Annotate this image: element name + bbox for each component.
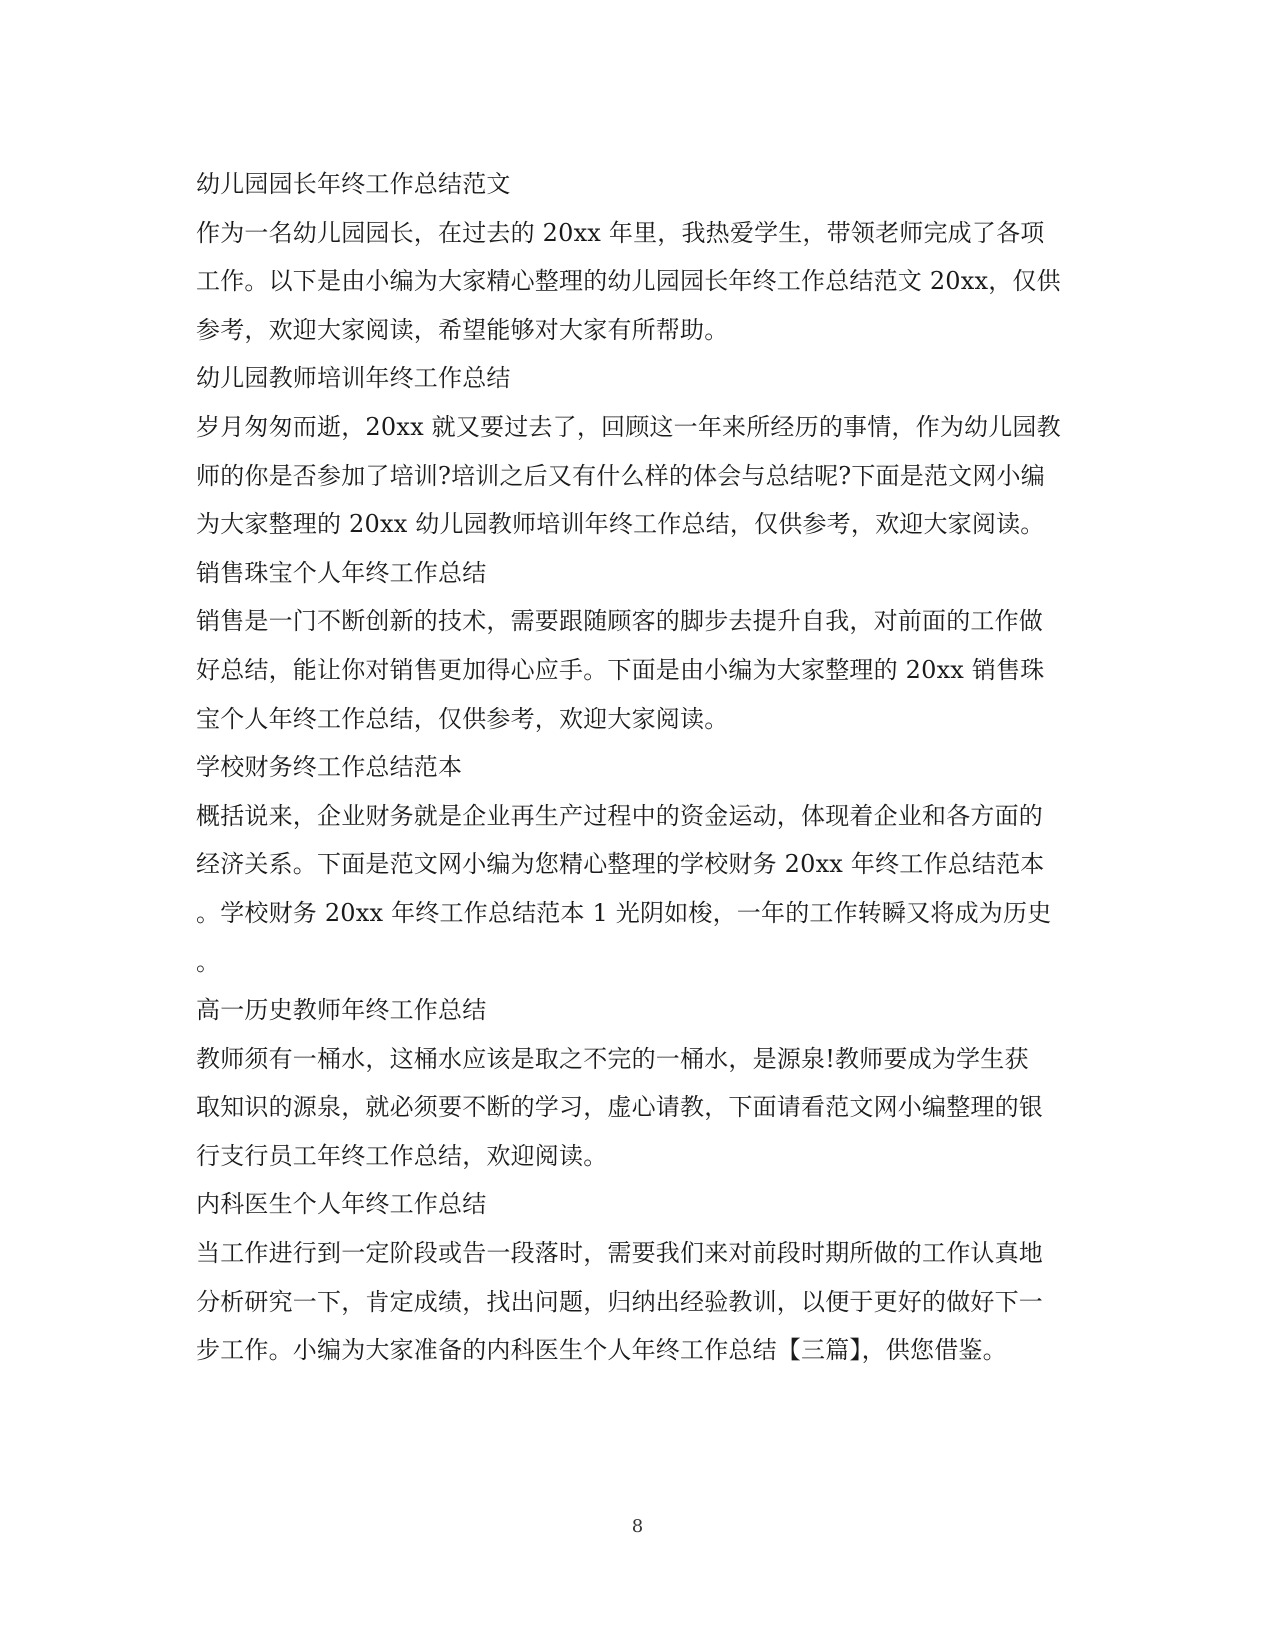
paragraph-line: 概括说来，企业财务就是企业再生产过程中的资金运动，体现着企业和各方面的 xyxy=(196,801,1043,830)
section-heading: 幼儿园教师培训年终工作总结 xyxy=(196,364,511,393)
paragraph-line: 行支行员工年终工作总结，欢迎阅读。 xyxy=(196,1141,608,1170)
paragraph-line: 分析研究一下，肯定成绩，找出问题，归纳出经验教训，以便于更好的做好下一 xyxy=(196,1287,1043,1316)
paragraph-line: 师的你是否参加了培训?培训之后又有什么样的体会与总结呢?下面是范文网小编 xyxy=(196,461,1045,490)
section-heading: 高一历史教师年终工作总结 xyxy=(196,996,487,1025)
paragraph-line: 教师须有一桶水，这桶水应该是取之不完的一桶水，是源泉!教师要成为学生获 xyxy=(196,1044,1029,1073)
paragraph-line: 工作。以下是由小编为大家精心整理的幼儿园园长年终工作总结范文 20xx，仅供 xyxy=(196,267,1061,296)
section-heading: 幼儿园园长年终工作总结范文 xyxy=(196,170,511,198)
document-body xyxy=(196,160,1076,1375)
section-heading: 销售珠宝个人年终工作总结 xyxy=(196,558,487,587)
paragraph-line: 。学校财务 20xx 年终工作总结范本 1 光阴如梭，一年的工作转瞬又将成为历史 xyxy=(196,898,1052,927)
section-heading: 学校财务终工作总结范本 xyxy=(196,753,463,782)
paragraph-line: 步工作。小编为大家准备的内科医生个人年终工作总结【三篇】，供您借鉴。 xyxy=(196,1336,1007,1365)
section-heading: 内科医生个人年终工作总结 xyxy=(196,1190,487,1219)
paragraph-line: 岁月匆匆而逝，20xx 就又要过去了，回顾这一年来所经历的事情，作为幼儿园教 xyxy=(196,412,1061,441)
paragraph-line: 作为一名幼儿园园长，在过去的 20xx 年里，我热爱学生，带领老师完成了各项 xyxy=(196,218,1045,247)
paragraph-line: 取知识的源泉，就必须要不断的学习，虚心请教，下面请看范文网小编整理的银 xyxy=(196,1093,1043,1122)
paragraph-line: 参考，欢迎大家阅读，希望能够对大家有所帮助。 xyxy=(196,315,729,344)
paragraph-line: 销售是一门不断创新的技术，需要跟随顾客的脚步去提升自我，对前面的工作做 xyxy=(196,607,1043,636)
paragraph-line: 当工作进行到一定阶段或告一段落时，需要我们来对前段时期所做的工作认真地 xyxy=(196,1239,1043,1268)
paragraph-line: 好总结，能让你对销售更加得心应手。下面是由小编为大家整理的 20xx 销售珠 xyxy=(196,655,1045,684)
page-number: 8 xyxy=(631,1516,644,1537)
paragraph-line: 经济关系。下面是范文网小编为您精心整理的学校财务 20xx 年终工作总结范本 xyxy=(196,850,1045,879)
paragraph-line: 宝个人年终工作总结，仅供参考，欢迎大家阅读。 xyxy=(196,704,729,733)
paragraph-line: 。 xyxy=(196,947,221,976)
paragraph-line: 为大家整理的 20xx 幼儿园教师培训年终工作总结，仅供参考，欢迎大家阅读。 xyxy=(196,510,1045,539)
